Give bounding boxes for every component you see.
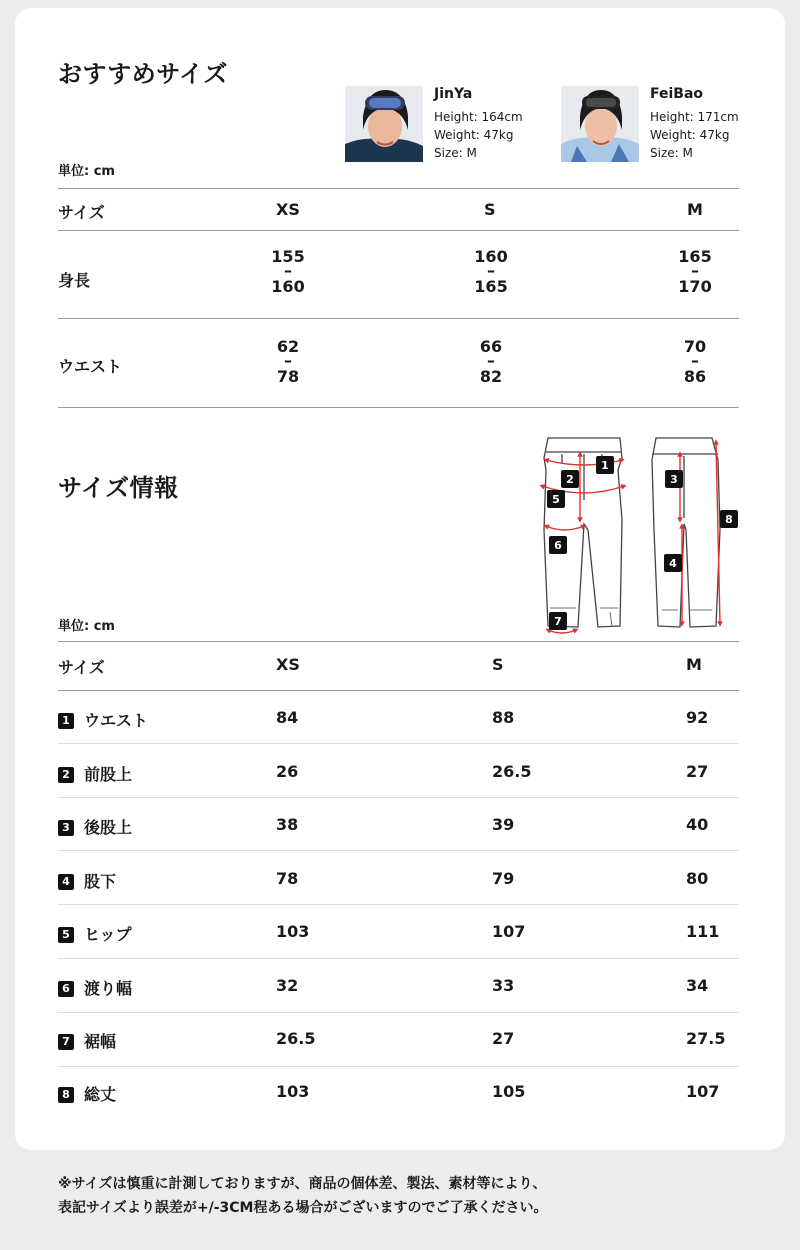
model-name: JinYa xyxy=(434,86,473,102)
sizeinfo-header-s: S xyxy=(492,655,504,674)
svg-text:4: 4 xyxy=(669,557,677,570)
table-row-label xyxy=(58,976,132,999)
divider xyxy=(58,797,739,798)
divider xyxy=(58,690,739,691)
range-min: 70 xyxy=(683,337,707,356)
height-range-s xyxy=(461,248,521,296)
model-photo xyxy=(561,86,639,162)
table-cell: 103 xyxy=(276,922,310,941)
divider xyxy=(58,230,739,231)
row-number-marker: 6 xyxy=(58,981,74,997)
diagram-marker-1 xyxy=(596,456,614,474)
model-photo xyxy=(345,86,423,162)
divider xyxy=(58,188,739,189)
table-cell: 26.5 xyxy=(276,1029,316,1048)
disclaimer-note xyxy=(58,1172,547,1220)
row-label: 股下 xyxy=(84,872,117,891)
divider xyxy=(58,904,739,905)
table-row-label xyxy=(58,1029,116,1052)
range-min: 62 xyxy=(276,337,300,356)
back-pants-outline xyxy=(652,438,720,627)
table-row-label xyxy=(58,762,132,785)
disclaimer-line-2: 表記サイズより誤差が+/-3CM程ある場合がございますのでご了承ください。 xyxy=(58,1200,548,1216)
row-label: ヒップ xyxy=(84,925,132,944)
table-cell: 33 xyxy=(492,976,515,995)
table-cell: 26 xyxy=(276,762,299,781)
range-min: 155 xyxy=(271,247,305,266)
range-min: 160 xyxy=(474,247,508,266)
divider xyxy=(58,407,739,408)
table-cell: 26.5 xyxy=(492,762,532,781)
svg-text:2: 2 xyxy=(566,473,574,486)
recommend-unit: 単位: cm xyxy=(58,164,115,179)
divider xyxy=(58,318,739,319)
range-min: 165 xyxy=(678,247,712,266)
model-weight: Weight: 47kg xyxy=(434,128,514,142)
model-size: Size: M xyxy=(434,146,477,160)
sizeinfo-header-size: サイズ xyxy=(58,658,105,677)
range-dash: – xyxy=(691,261,699,280)
row-label: 前股上 xyxy=(84,765,133,784)
recommend-row-label: 身長 xyxy=(58,271,91,290)
range-dash: – xyxy=(284,261,292,280)
recommend-row-label: ウエスト xyxy=(58,357,123,376)
table-cell: 92 xyxy=(686,708,709,727)
table-row-label xyxy=(58,708,148,731)
model-size: Size: M xyxy=(650,146,693,160)
row-number-marker: 4 xyxy=(58,874,74,890)
table-cell: 80 xyxy=(686,869,709,888)
table-row-label xyxy=(58,869,116,892)
table-cell: 107 xyxy=(686,1082,720,1101)
table-cell: 78 xyxy=(276,869,299,888)
table-cell: 79 xyxy=(492,869,515,888)
table-row-label xyxy=(58,1082,116,1105)
waist-range-s xyxy=(461,338,521,386)
model-weight: Weight: 47kg xyxy=(650,128,730,142)
waist-range-m xyxy=(665,338,725,386)
range-dash: – xyxy=(691,351,699,370)
diagram-marker-6 xyxy=(549,536,567,554)
diagram-marker-7 xyxy=(549,612,567,630)
row-number-marker: 1 xyxy=(58,713,74,729)
divider xyxy=(58,1066,739,1067)
diagram-marker-5 xyxy=(547,490,565,508)
recommend-header-size: サイズ xyxy=(58,203,105,222)
table-cell: 40 xyxy=(686,815,709,834)
pants-measurement-diagram xyxy=(528,430,744,640)
diagram-marker-3 xyxy=(665,470,683,488)
table-cell: 88 xyxy=(492,708,515,727)
sizeinfo-header-m: M xyxy=(686,655,702,674)
waist-range-xs xyxy=(258,338,318,386)
range-min: 66 xyxy=(479,337,503,356)
range-dash: – xyxy=(487,351,495,370)
range-max: 170 xyxy=(678,277,712,296)
row-label: ウエスト xyxy=(84,711,149,730)
table-cell: 32 xyxy=(276,976,299,995)
row-number-marker: 8 xyxy=(58,1087,74,1103)
svg-text:5: 5 xyxy=(552,493,560,506)
table-cell: 27.5 xyxy=(686,1029,726,1048)
sizeinfo-unit: 単位: cm xyxy=(58,619,115,634)
table-cell: 105 xyxy=(492,1082,526,1101)
table-cell: 84 xyxy=(276,708,299,727)
row-label: 渡り幅 xyxy=(84,979,133,998)
table-cell: 39 xyxy=(492,815,515,834)
svg-text:8: 8 xyxy=(725,513,733,526)
row-label: 後股上 xyxy=(84,818,133,837)
diagram-marker-2 xyxy=(561,470,579,488)
divider xyxy=(58,641,739,642)
range-max: 86 xyxy=(683,367,707,386)
row-number-marker: 7 xyxy=(58,1034,74,1050)
table-cell: 111 xyxy=(686,922,720,941)
range-dash: – xyxy=(487,261,495,280)
svg-text:7: 7 xyxy=(554,615,562,628)
model-name: FeiBao xyxy=(650,86,704,102)
range-max: 78 xyxy=(276,367,300,386)
height-range-m xyxy=(665,248,725,296)
table-cell: 27 xyxy=(492,1029,515,1048)
sizeinfo-header-xs: XS xyxy=(276,655,300,674)
diagram-marker-4 xyxy=(664,554,682,572)
model-height: Height: 171cm xyxy=(650,110,739,124)
range-max: 82 xyxy=(479,367,503,386)
table-row-label xyxy=(58,922,132,945)
table-cell: 107 xyxy=(492,922,526,941)
recommend-header-m: M xyxy=(687,200,703,219)
recommend-title: おすすめサイズ xyxy=(58,60,228,88)
divider xyxy=(58,958,739,959)
model-height: Height: 164cm xyxy=(434,110,523,124)
range-max: 160 xyxy=(271,277,305,296)
recommend-header-s: S xyxy=(484,200,496,219)
svg-text:1: 1 xyxy=(601,459,609,472)
height-range-xs xyxy=(258,248,318,296)
table-cell: 103 xyxy=(276,1082,310,1101)
table-cell: 27 xyxy=(686,762,709,781)
row-label: 総丈 xyxy=(84,1085,117,1104)
disclaimer-line-1: ※サイズは慎重に計測しておりますが、商品の個体差、製法、素材等により、 xyxy=(58,1176,547,1192)
divider xyxy=(58,1012,739,1013)
sizeinfo-title: サイズ情報 xyxy=(58,474,179,502)
range-max: 165 xyxy=(474,277,508,296)
diagram-marker-8 xyxy=(720,510,738,528)
table-cell: 34 xyxy=(686,976,709,995)
row-number-marker: 3 xyxy=(58,820,74,836)
divider xyxy=(58,850,739,851)
row-number-marker: 5 xyxy=(58,927,74,943)
divider xyxy=(58,743,739,744)
table-cell: 38 xyxy=(276,815,299,834)
row-number-marker: 2 xyxy=(58,767,74,783)
svg-text:3: 3 xyxy=(670,473,678,486)
row-label: 裾幅 xyxy=(84,1032,117,1051)
svg-text:6: 6 xyxy=(554,539,562,552)
recommend-header-xs: XS xyxy=(276,200,300,219)
table-row-label xyxy=(58,815,132,838)
range-dash: – xyxy=(284,351,292,370)
